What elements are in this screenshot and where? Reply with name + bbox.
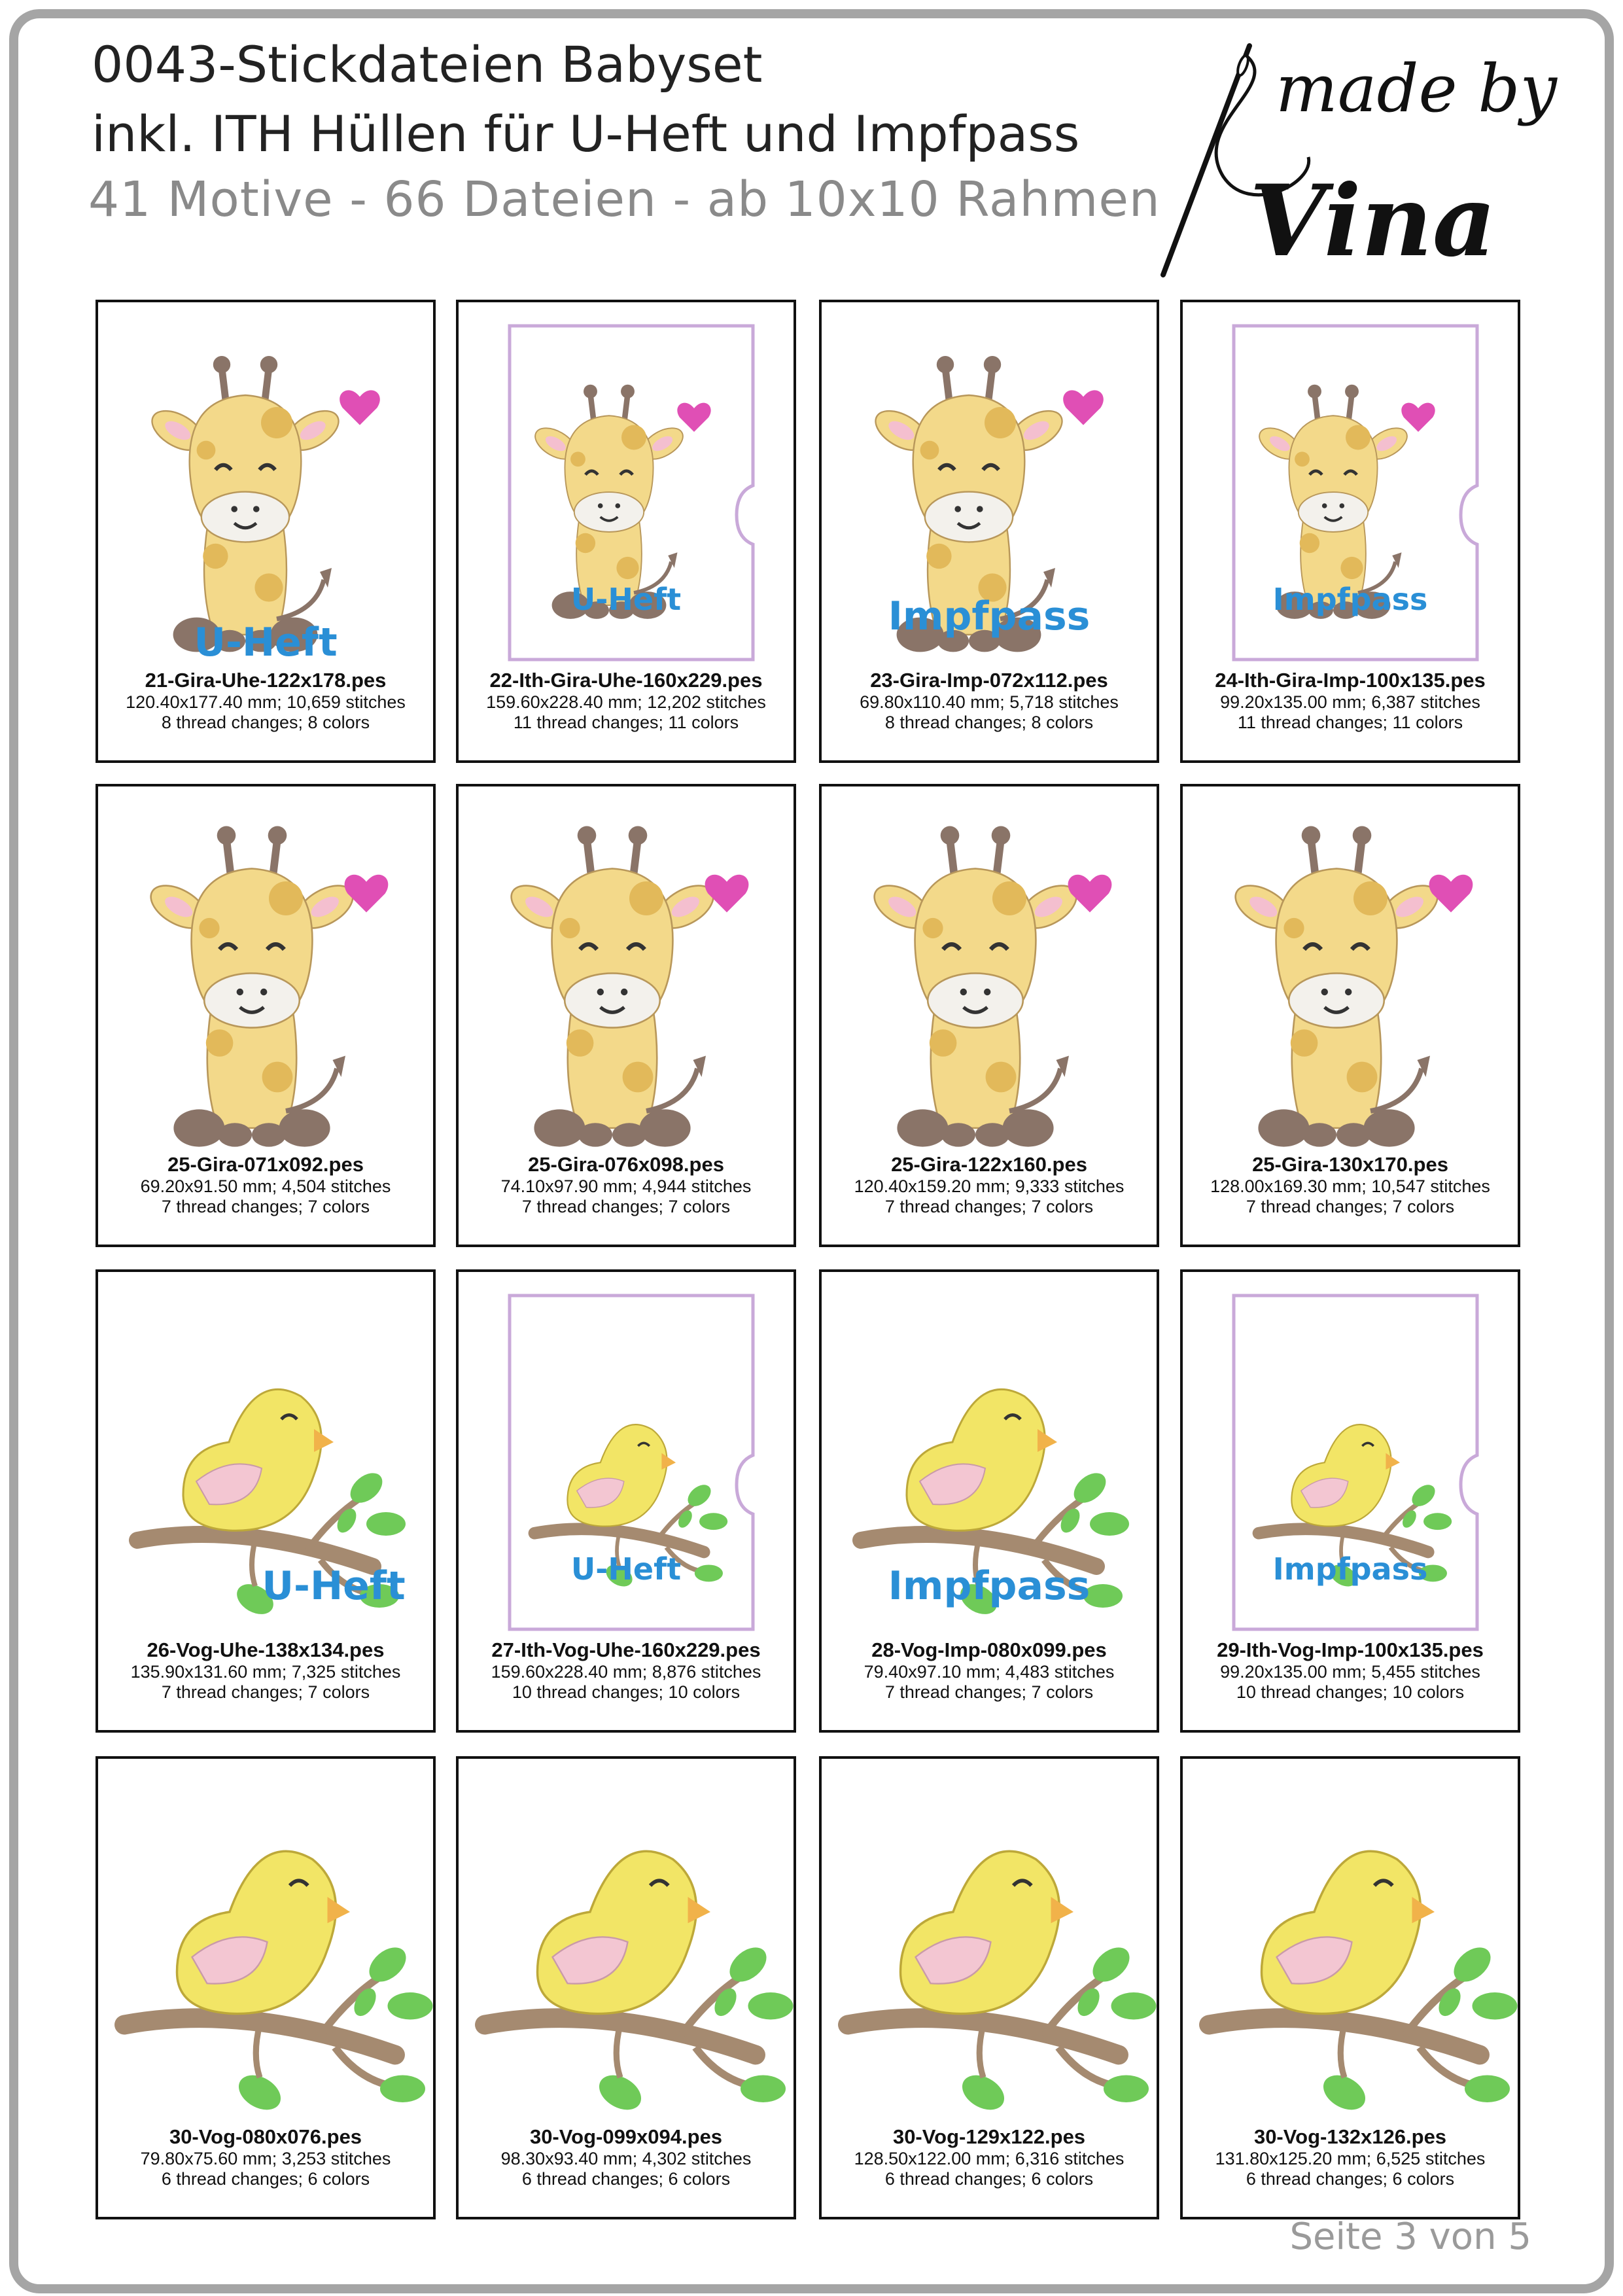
cover-label-text: U-Heft	[570, 1551, 682, 1587]
design-filename: 30-Vog-132x126.pes	[1253, 2125, 1447, 2148]
design-thread-info: 6 thread changes; 6 colors	[884, 2169, 1094, 2189]
design-thread-info: 11 thread changes; 11 colors	[513, 713, 739, 732]
design-thread-info: 7 thread changes; 7 colors	[161, 1682, 370, 1702]
design-filename: 24-Ith-Gira-Imp-100x135.pes	[1215, 669, 1486, 692]
cover-label-text: Impfpass	[1272, 1551, 1428, 1587]
cover-label-text: Impfpass	[888, 593, 1091, 639]
design-filename: 21-Gira-Uhe-122x178.pes	[145, 669, 387, 692]
design-dimensions: 131.80x125.20 mm; 6,525 stitches	[1215, 2149, 1486, 2168]
design-thread-info: 7 thread changes; 7 colors	[161, 1197, 370, 1216]
cover-label-text: U-Heft	[570, 582, 682, 617]
design-card	[819, 1269, 1159, 1733]
design-card	[456, 1756, 796, 2219]
design-card	[96, 1756, 436, 2219]
design-dimensions: 128.00x169.30 mm; 10,547 stitches	[1210, 1176, 1490, 1196]
cover-label-text: Impfpass	[1272, 582, 1428, 617]
design-filename: 26-Vog-Uhe-138x134.pes	[147, 1638, 385, 1661]
design-thread-info: 6 thread changes; 6 colors	[161, 2169, 370, 2189]
design-card	[1180, 784, 1520, 1247]
design-caption	[98, 669, 433, 733]
design-thread-info: 7 thread changes; 7 colors	[521, 1197, 731, 1216]
design-thread-info: 8 thread changes; 8 colors	[884, 713, 1094, 732]
heart-icon	[345, 875, 389, 913]
giraffe-illustration	[144, 826, 360, 1147]
design-card	[456, 1269, 796, 1733]
design-caption	[1183, 1638, 1518, 1703]
design-filename: 30-Vog-080x076.pes	[169, 2125, 362, 2148]
design-caption	[98, 1638, 433, 1703]
heart-icon	[1063, 390, 1104, 425]
design-dimensions: 120.40x159.20 mm; 9,333 stitches	[854, 1176, 1125, 1196]
design-card	[819, 300, 1159, 763]
design-thread-info: 10 thread changes; 10 colors	[512, 1682, 741, 1702]
design-thread-info: 11 thread changes; 11 colors	[1237, 713, 1463, 732]
cover-label-text: U-Heft	[262, 1563, 406, 1609]
design-caption	[459, 1638, 794, 1703]
design-dimensions: 99.20x135.00 mm; 6,387 stitches	[1220, 692, 1480, 712]
design-dimensions: 79.80x75.60 mm; 3,253 stitches	[140, 2149, 391, 2168]
heart-icon	[1401, 403, 1435, 432]
design-dimensions: 99.20x135.00 mm; 5,455 stitches	[1220, 1662, 1480, 1682]
design-thread-info: 6 thread changes; 6 colors	[1246, 2169, 1455, 2189]
heart-icon	[1429, 875, 1473, 913]
design-caption	[822, 1638, 1157, 1703]
heart-icon	[705, 875, 749, 913]
design-dimensions: 135.90x131.60 mm; 7,325 stitches	[130, 1662, 401, 1682]
design-filename: 23-Gira-Imp-072x112.pes	[870, 669, 1108, 692]
page-title: 0043-Stickdateien Babyset	[92, 35, 763, 94]
design-caption	[822, 2125, 1157, 2189]
design-dimensions: 120.40x177.40 mm; 10,659 stitches	[126, 692, 406, 712]
logo-name: Vina	[1249, 164, 1496, 279]
cover-label-text: Impfpass	[888, 1563, 1091, 1609]
giraffe-illustration	[145, 356, 345, 652]
design-thread-info: 8 thread changes; 8 colors	[161, 713, 370, 732]
design-dimensions: 69.20x91.50 mm; 4,504 stitches	[140, 1176, 391, 1196]
brand-logo	[1151, 26, 1557, 288]
design-filename: 29-Ith-Vog-Imp-100x135.pes	[1217, 1638, 1484, 1661]
design-caption	[1183, 1153, 1518, 1217]
design-caption	[459, 669, 794, 733]
giraffe-illustration	[504, 826, 721, 1147]
design-filename: 25-Gira-071x092.pes	[167, 1153, 364, 1176]
design-card	[456, 784, 796, 1247]
design-dimensions: 159.60x228.40 mm; 12,202 stitches	[486, 692, 766, 712]
bird-illustration	[848, 1851, 1157, 2117]
page-number: Seite 3 von 5	[1289, 2216, 1531, 2258]
heart-icon	[677, 403, 710, 432]
design-caption	[98, 2125, 433, 2189]
heart-icon	[340, 390, 380, 425]
design-caption	[459, 2125, 794, 2189]
bird-illustration	[485, 1851, 794, 2117]
design-card	[819, 1756, 1159, 2219]
design-thread-info: 7 thread changes; 7 colors	[884, 1197, 1094, 1216]
design-filename: 30-Vog-099x094.pes	[529, 2125, 723, 2148]
design-card	[1180, 300, 1520, 763]
bird-illustration	[1209, 1851, 1518, 2117]
design-thread-info: 6 thread changes; 6 colors	[521, 2169, 731, 2189]
page-subtitle: inkl. ITH Hüllen für U-Heft und Impfpass	[92, 105, 1080, 163]
giraffe-illustration	[1229, 826, 1445, 1147]
design-card	[456, 300, 796, 763]
design-caption	[98, 1153, 433, 1217]
design-filename: 25-Gira-130x170.pes	[1252, 1153, 1448, 1176]
design-caption	[822, 1153, 1157, 1217]
design-filename: 30-Vog-129x122.pes	[892, 2125, 1086, 2148]
bird-illustration	[124, 1851, 433, 2117]
design-thread-info: 7 thread changes; 7 colors	[884, 1682, 1094, 1702]
design-dimensions: 79.40x97.10 mm; 4,483 stitches	[864, 1662, 1115, 1682]
design-card	[819, 784, 1159, 1247]
design-card	[96, 300, 436, 763]
design-caption	[1183, 2125, 1518, 2189]
heart-icon	[1068, 875, 1112, 913]
design-card	[96, 1269, 436, 1733]
design-filename: 28-Vog-Imp-080x099.pes	[871, 1638, 1107, 1661]
design-thread-info: 10 thread changes; 10 colors	[1236, 1682, 1465, 1702]
design-filename: 25-Gira-076x098.pes	[528, 1153, 724, 1176]
logo-made-by: made by	[1276, 50, 1557, 127]
design-dimensions: 128.50x122.00 mm; 6,316 stitches	[854, 2149, 1125, 2168]
design-dimensions: 98.30x93.40 mm; 4,302 stitches	[500, 2149, 752, 2168]
design-filename: 25-Gira-122x160.pes	[891, 1153, 1087, 1176]
design-caption	[1183, 669, 1518, 733]
design-dimensions: 74.10x97.90 mm; 4,944 stitches	[500, 1176, 752, 1196]
motif-count-line: 41 Motive - 66 Dateien - ab 10x10 Rahmen	[88, 171, 1161, 228]
cover-label-text: U-Heft	[194, 620, 338, 665]
design-card	[1180, 1269, 1520, 1733]
design-card	[1180, 1756, 1520, 2219]
design-filename: 22-Ith-Gira-Uhe-160x229.pes	[489, 669, 763, 692]
design-dimensions: 69.80x110.40 mm; 5,718 stitches	[860, 692, 1119, 712]
design-thread-info: 7 thread changes; 7 colors	[1246, 1197, 1455, 1216]
design-dimensions: 159.60x228.40 mm; 8,876 stitches	[491, 1662, 761, 1682]
design-filename: 27-Ith-Vog-Uhe-160x229.pes	[491, 1638, 761, 1661]
giraffe-illustration	[867, 826, 1084, 1147]
design-caption	[822, 669, 1157, 733]
design-card	[96, 784, 436, 1247]
design-caption	[459, 1153, 794, 1217]
